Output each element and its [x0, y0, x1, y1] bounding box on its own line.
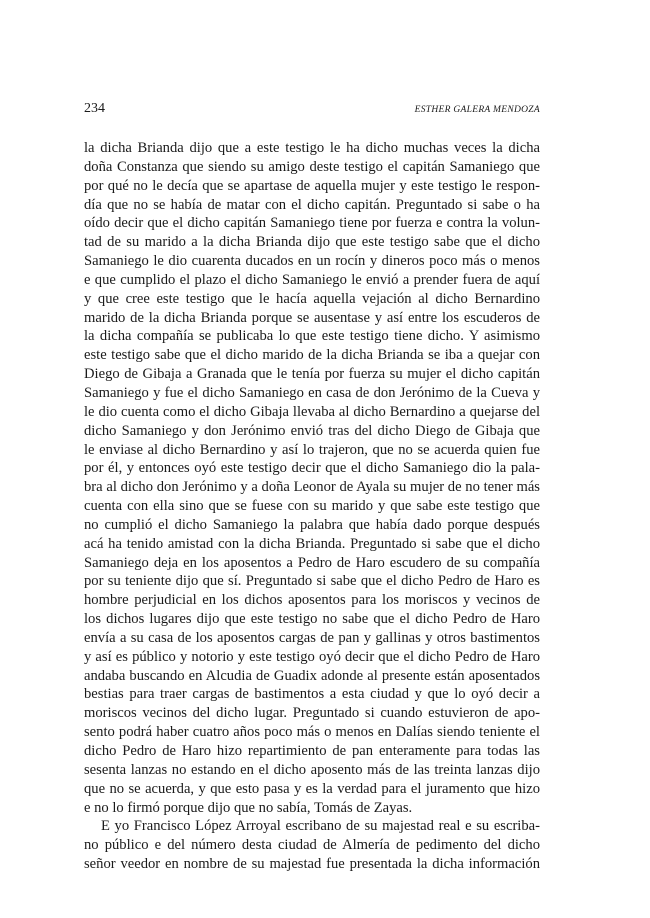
text-line: la dicha Brianda dijo que a este testigo le ha dicho muchas veces la dicha: [84, 140, 540, 156]
text-line: le dio cuenta como el dicho Gibaja llevaba al dicho Bernardino a quejarse del: [84, 403, 540, 420]
text-line: los dichos lugares dijo que este testigo no sabe que el dicho Pedro de Haro: [84, 611, 540, 628]
text-line: señor veedor en nombre de su majestad fue presentada la dicha información: [84, 856, 540, 873]
text-line: la dicha compañía se publicaba lo que este testigo tiene dicho. Y asimismo: [84, 328, 540, 345]
text-line: tad de su marido a la dicha Brianda dijo que este testigo sabe que el dicho: [84, 234, 540, 251]
text-line: y así es público y notorio y este testigo oyó decir que el dicho Pedro de Haro: [84, 648, 540, 665]
text-line: oído decir que el dicho capitán Samaniego tiene por fuerza e contra la volun-: [84, 215, 540, 232]
text-line: dicho Samaniego y don Jerónimo envió tras del dicho Diego de Gibaja que: [84, 422, 540, 439]
text-line: Samaniego y fue el dicho Samaniego en casa de don Jerónimo de la Cueva y: [84, 384, 540, 401]
text-line: acá ha tenido amistad con la dicha Brianda. Preguntado si sabe que el dicho: [84, 535, 540, 552]
text-line: no público e del número desta ciudad de Almería de pedimento del dicho: [84, 837, 540, 854]
page-number: 234: [84, 101, 105, 116]
text-line: dicho Pedro de Haro hizo repartimiento de pan enteramente para todas las: [84, 743, 540, 759]
text-line: este testigo sabe que el dicho marido de la dicha Brianda se iba a quejar con: [84, 347, 540, 364]
running-title: ESTHER GALERA MENDOZA: [414, 105, 540, 115]
text-line: no cumplió el dicho Samaniego la palabra que había dado porque después: [84, 516, 540, 533]
text-line: moriscos vecinos del dicho lugar. Preguntado si cuando estuvieron de apo-: [84, 705, 540, 722]
text-line: y que cree este testigo que le hacía aquella vejación al dicho Bernardino: [84, 290, 540, 307]
text-line: envía a su casa de los aposentos cargas de pan y gallinas y otros bastimentos: [84, 629, 540, 646]
text-line: le enviase al dicho Bernardino y así lo trajeron, que no se acuerda quien fue: [84, 441, 540, 458]
text-line: que no se acuerda, y que esto pasa y es la verdad para el juramento que hizo: [84, 780, 540, 797]
text-line: cuenta con ella sino que se fuese con su marido y que sabe este testigo que: [84, 498, 540, 515]
text-line: Diego de Gibaja a Granada que le tenía por fuerza su mujer el dicho capitán: [84, 366, 540, 383]
text-line: doña Constanza que siendo su amigo deste testigo el capitán Samaniego que: [84, 158, 540, 175]
text-line: por su teniente dijo que sí. Preguntado si sabe que el dicho Pedro de Haro es: [84, 573, 540, 590]
text-line: andaba buscando en Alcudia de Guadix adonde al presente están aposentados: [84, 667, 540, 684]
text-line: marido de la dicha Brianda porque se ausentase y así entre los escuderos de: [84, 309, 540, 326]
text-line: sento podrá haber cuatro años poco más o menos en Dalías siendo teniente el: [84, 724, 540, 741]
text-line: bestias para traer cargas de bastimentos a esta ciudad y que lo oyó decir a: [84, 686, 540, 703]
body-text: [84, 139, 540, 874]
text-line: hombre perjudicial en los dichos aposentos para los moriscos y vecinos de: [84, 592, 540, 609]
text-line: e que cumplido el plazo el dicho Samaniego le envió a prender fuera de aquí: [84, 271, 540, 288]
text-line: Samaniego le dio cuarenta ducados en un rocín y dineros poco más o menos: [84, 253, 540, 270]
text-line: Samaniego deja en los aposentos a Pedro de Haro escudero de su compañía: [84, 554, 540, 571]
text-line: bra al dicho don Jerónimo y a doña Leonor de Ayala su mujer de no tener más: [84, 479, 540, 496]
running-head: [84, 101, 540, 121]
text-line: día que no se había de matar con el dicho capitán. Preguntado si sabe o ha: [84, 196, 540, 213]
text-line: por qué no le decía que se apartase de aquella mujer y este testigo le respon-: [84, 177, 540, 194]
text-line: E yo Francisco López Arroyal escribano de su majestad real e su escriba-: [101, 818, 540, 835]
text-line: sesenta lanzas no estando en el dicho aposento más de las treinta lanzas dijo: [84, 761, 540, 778]
text-line: e no lo firmó porque dijo que no sabía, Tomás de Zayas.: [84, 799, 413, 816]
text-line: por él, y entonces oyó este testigo decir que el dicho Samaniego dio la pala-: [84, 460, 540, 477]
